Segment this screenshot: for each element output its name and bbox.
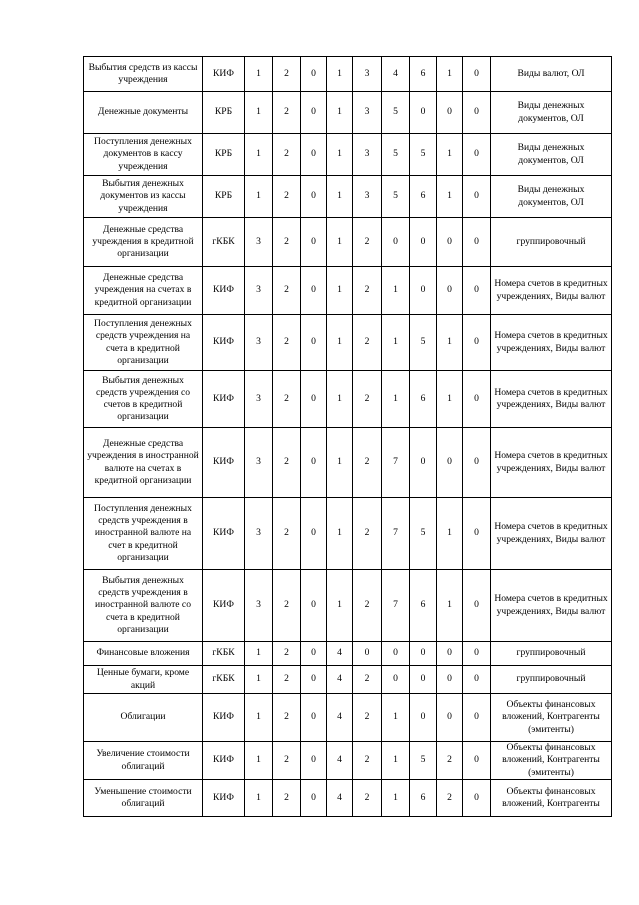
- code-digit-cell: 3: [245, 218, 273, 267]
- code-digit-cell: 3: [353, 134, 382, 176]
- code-digit-cell: 0: [301, 780, 327, 817]
- code-digit-cell: 3: [245, 498, 273, 570]
- table-row: [84, 134, 612, 176]
- code-digit-cell: 2: [273, 428, 301, 498]
- account-name-cell: Денежные средства учреждения в кредитной организации: [84, 218, 203, 267]
- account-kind-cell: гКБК: [203, 642, 245, 666]
- code-digit-cell: 1: [245, 176, 273, 218]
- code-digit-cell: 6: [410, 176, 437, 218]
- code-digit-cell: 0: [382, 642, 410, 666]
- code-digit-cell: 2: [353, 218, 382, 267]
- code-digit-cell: 1: [245, 57, 273, 92]
- analytics-cell: Номера счетов в кредитных учреждениях, Виды валют: [491, 371, 612, 428]
- code-digit-cell: 0: [463, 371, 491, 428]
- code-digit-cell: 2: [273, 218, 301, 267]
- code-digit-cell: 0: [437, 428, 463, 498]
- code-digit-cell: 2: [353, 267, 382, 315]
- table-row: [84, 498, 612, 570]
- code-digit-cell: 1: [327, 498, 353, 570]
- account-name-cell: Выбытия средств из кассы учреждения: [84, 57, 203, 92]
- account-name-cell: Уменьшение стоимости облигаций: [84, 780, 203, 817]
- table-row: [84, 666, 612, 694]
- code-digit-cell: 4: [327, 642, 353, 666]
- code-digit-cell: 0: [301, 218, 327, 267]
- account-name-cell: Денежные средства учреждения в иностранной валюте на счетах в кредитной организации: [84, 428, 203, 498]
- table-body: [84, 57, 612, 817]
- analytics-cell: Номера счетов в кредитных учреждениях, Виды валют: [491, 267, 612, 315]
- code-digit-cell: 0: [463, 694, 491, 742]
- analytics-cell: группировочный: [491, 666, 612, 694]
- account-name-cell: Финансовые вложения: [84, 642, 203, 666]
- code-digit-cell: 2: [273, 498, 301, 570]
- account-name-cell: Поступления денежных средств учреждения в иностранной валюте на счет в кредитной организации: [84, 498, 203, 570]
- code-digit-cell: 1: [327, 570, 353, 642]
- code-digit-cell: 1: [327, 176, 353, 218]
- account-kind-cell: КРБ: [203, 176, 245, 218]
- code-digit-cell: 0: [301, 694, 327, 742]
- code-digit-cell: 3: [245, 315, 273, 371]
- code-digit-cell: 5: [382, 134, 410, 176]
- account-kind-cell: КИФ: [203, 694, 245, 742]
- table-row: [84, 642, 612, 666]
- code-digit-cell: 2: [273, 780, 301, 817]
- code-digit-cell: 1: [245, 780, 273, 817]
- code-digit-cell: 2: [273, 742, 301, 780]
- code-digit-cell: 2: [273, 267, 301, 315]
- code-digit-cell: 0: [301, 642, 327, 666]
- code-digit-cell: 0: [301, 315, 327, 371]
- code-digit-cell: 1: [327, 92, 353, 134]
- account-name-cell: Выбытия денежных документов из кассы учреждения: [84, 176, 203, 218]
- code-digit-cell: 7: [382, 428, 410, 498]
- code-digit-cell: 2: [273, 134, 301, 176]
- code-digit-cell: 0: [463, 267, 491, 315]
- account-name-cell: Денежные средства учреждения на счетах в кредитной организации: [84, 267, 203, 315]
- code-digit-cell: 0: [410, 218, 437, 267]
- accounts-table: [83, 56, 612, 817]
- analytics-cell: Номера счетов в кредитных учреждениях, Виды валют: [491, 315, 612, 371]
- code-digit-cell: 2: [273, 315, 301, 371]
- account-kind-cell: КИФ: [203, 371, 245, 428]
- code-digit-cell: 0: [437, 218, 463, 267]
- code-digit-cell: 1: [437, 176, 463, 218]
- code-digit-cell: 0: [410, 694, 437, 742]
- code-digit-cell: 1: [245, 694, 273, 742]
- code-digit-cell: 3: [245, 267, 273, 315]
- account-kind-cell: КИФ: [203, 428, 245, 498]
- code-digit-cell: 1: [382, 267, 410, 315]
- code-digit-cell: 1: [382, 694, 410, 742]
- code-digit-cell: 0: [410, 642, 437, 666]
- account-kind-cell: КИФ: [203, 498, 245, 570]
- table-row: [84, 57, 612, 92]
- code-digit-cell: 2: [273, 371, 301, 428]
- code-digit-cell: 2: [353, 428, 382, 498]
- code-digit-cell: 1: [382, 742, 410, 780]
- code-digit-cell: 2: [273, 666, 301, 694]
- code-digit-cell: 0: [463, 134, 491, 176]
- code-digit-cell: 1: [437, 57, 463, 92]
- account-kind-cell: КИФ: [203, 315, 245, 371]
- analytics-cell: Виды денежных документов, ОЛ: [491, 92, 612, 134]
- analytics-cell: Объекты финансовых вложений, Контрагенты: [491, 780, 612, 817]
- code-digit-cell: 2: [353, 498, 382, 570]
- account-name-cell: Ценные бумаги, кроме акций: [84, 666, 203, 694]
- code-digit-cell: 0: [463, 742, 491, 780]
- account-kind-cell: КРБ: [203, 92, 245, 134]
- account-kind-cell: КРБ: [203, 134, 245, 176]
- table-row: [84, 371, 612, 428]
- code-digit-cell: 3: [353, 57, 382, 92]
- code-digit-cell: 0: [437, 267, 463, 315]
- code-digit-cell: 0: [301, 428, 327, 498]
- code-digit-cell: 3: [245, 428, 273, 498]
- account-name-cell: Денежные документы: [84, 92, 203, 134]
- table-row: [84, 742, 612, 780]
- account-kind-cell: КИФ: [203, 57, 245, 92]
- account-name-cell: Поступления денежных средств учреждения на счета в кредитной организации: [84, 315, 203, 371]
- code-digit-cell: 2: [273, 57, 301, 92]
- code-digit-cell: 5: [410, 134, 437, 176]
- code-digit-cell: 3: [245, 371, 273, 428]
- code-digit-cell: 2: [273, 642, 301, 666]
- code-digit-cell: 2: [273, 570, 301, 642]
- code-digit-cell: 3: [245, 570, 273, 642]
- code-digit-cell: 3: [353, 92, 382, 134]
- code-digit-cell: 5: [410, 742, 437, 780]
- code-digit-cell: 2: [353, 570, 382, 642]
- code-digit-cell: 0: [301, 570, 327, 642]
- code-digit-cell: 1: [327, 267, 353, 315]
- code-digit-cell: 0: [301, 176, 327, 218]
- code-digit-cell: 6: [410, 57, 437, 92]
- code-digit-cell: 4: [382, 57, 410, 92]
- code-digit-cell: 0: [463, 570, 491, 642]
- analytics-cell: Виды денежных документов, ОЛ: [491, 176, 612, 218]
- code-digit-cell: 4: [327, 742, 353, 780]
- analytics-cell: Номера счетов в кредитных учреждениях, Виды валют: [491, 498, 612, 570]
- code-digit-cell: 2: [273, 694, 301, 742]
- code-digit-cell: 0: [463, 92, 491, 134]
- code-digit-cell: 2: [437, 742, 463, 780]
- code-digit-cell: 0: [410, 428, 437, 498]
- code-digit-cell: 0: [410, 92, 437, 134]
- analytics-cell: Номера счетов в кредитных учреждениях, Виды валют: [491, 428, 612, 498]
- account-name-cell: Поступления денежных документов в кассу учреждения: [84, 134, 203, 176]
- code-digit-cell: 0: [410, 267, 437, 315]
- code-digit-cell: 0: [463, 218, 491, 267]
- account-name-cell: Облигации: [84, 694, 203, 742]
- code-digit-cell: 1: [437, 371, 463, 428]
- code-digit-cell: 6: [410, 780, 437, 817]
- code-digit-cell: 1: [245, 742, 273, 780]
- code-digit-cell: 5: [382, 92, 410, 134]
- code-digit-cell: 2: [353, 315, 382, 371]
- table-row: [84, 92, 612, 134]
- code-digit-cell: 0: [301, 498, 327, 570]
- code-digit-cell: 0: [301, 57, 327, 92]
- code-digit-cell: 6: [410, 371, 437, 428]
- code-digit-cell: 1: [382, 780, 410, 817]
- code-digit-cell: 0: [463, 666, 491, 694]
- account-kind-cell: КИФ: [203, 267, 245, 315]
- code-digit-cell: 4: [327, 666, 353, 694]
- table-row: [84, 218, 612, 267]
- table-row: [84, 570, 612, 642]
- code-digit-cell: 0: [301, 742, 327, 780]
- code-digit-cell: 1: [327, 315, 353, 371]
- table-row: [84, 780, 612, 817]
- code-digit-cell: 2: [273, 176, 301, 218]
- code-digit-cell: 1: [437, 498, 463, 570]
- code-digit-cell: 0: [410, 666, 437, 694]
- analytics-cell: Номера счетов в кредитных учреждениях, Виды валют: [491, 570, 612, 642]
- account-kind-cell: КИФ: [203, 570, 245, 642]
- account-kind-cell: КИФ: [203, 742, 245, 780]
- code-digit-cell: 1: [382, 315, 410, 371]
- account-name-cell: Выбытия денежных средств учреждения в иностранной валюте со счета в кредитной организации: [84, 570, 203, 642]
- account-kind-cell: гКБК: [203, 218, 245, 267]
- code-digit-cell: 0: [437, 666, 463, 694]
- code-digit-cell: 1: [327, 428, 353, 498]
- code-digit-cell: 2: [353, 694, 382, 742]
- code-digit-cell: 0: [301, 666, 327, 694]
- analytics-cell: группировочный: [491, 218, 612, 267]
- code-digit-cell: 5: [382, 176, 410, 218]
- code-digit-cell: 0: [437, 92, 463, 134]
- table-row: [84, 267, 612, 315]
- code-digit-cell: 0: [463, 498, 491, 570]
- code-digit-cell: 1: [437, 315, 463, 371]
- code-digit-cell: 0: [301, 134, 327, 176]
- code-digit-cell: 0: [463, 176, 491, 218]
- account-kind-cell: КИФ: [203, 780, 245, 817]
- table-row: [84, 694, 612, 742]
- code-digit-cell: 2: [437, 780, 463, 817]
- code-digit-cell: 0: [301, 92, 327, 134]
- code-digit-cell: 1: [245, 92, 273, 134]
- code-digit-cell: 1: [382, 371, 410, 428]
- code-digit-cell: 0: [463, 780, 491, 817]
- code-digit-cell: 6: [410, 570, 437, 642]
- code-digit-cell: 0: [382, 666, 410, 694]
- code-digit-cell: 0: [301, 267, 327, 315]
- table-row: [84, 315, 612, 371]
- code-digit-cell: 4: [327, 780, 353, 817]
- code-digit-cell: 0: [463, 642, 491, 666]
- code-digit-cell: 5: [410, 498, 437, 570]
- code-digit-cell: 7: [382, 570, 410, 642]
- table-row: [84, 428, 612, 498]
- code-digit-cell: 1: [327, 134, 353, 176]
- code-digit-cell: 0: [437, 694, 463, 742]
- account-name-cell: Увеличение стоимости облигаций: [84, 742, 203, 780]
- code-digit-cell: 1: [437, 134, 463, 176]
- code-digit-cell: 2: [353, 371, 382, 428]
- code-digit-cell: 0: [463, 315, 491, 371]
- code-digit-cell: 0: [463, 428, 491, 498]
- analytics-cell: Виды денежных документов, ОЛ: [491, 134, 612, 176]
- table-row: [84, 176, 612, 218]
- code-digit-cell: 0: [301, 371, 327, 428]
- code-digit-cell: 7: [382, 498, 410, 570]
- analytics-cell: Объекты финансовых вложений, Контрагенты (эмитенты): [491, 694, 612, 742]
- code-digit-cell: 0: [382, 218, 410, 267]
- account-name-cell: Выбытия денежных средств учреждения со счетов в кредитной организации: [84, 371, 203, 428]
- code-digit-cell: 2: [353, 666, 382, 694]
- code-digit-cell: 2: [353, 780, 382, 817]
- code-digit-cell: 3: [353, 176, 382, 218]
- code-digit-cell: 2: [353, 742, 382, 780]
- code-digit-cell: 1: [245, 666, 273, 694]
- code-digit-cell: 2: [273, 92, 301, 134]
- analytics-cell: Виды валют, ОЛ: [491, 57, 612, 92]
- code-digit-cell: 1: [245, 642, 273, 666]
- code-digit-cell: 0: [353, 642, 382, 666]
- account-kind-cell: гКБК: [203, 666, 245, 694]
- code-digit-cell: 5: [410, 315, 437, 371]
- code-digit-cell: 1: [245, 134, 273, 176]
- code-digit-cell: 1: [327, 371, 353, 428]
- code-digit-cell: 4: [327, 694, 353, 742]
- code-digit-cell: 1: [327, 218, 353, 267]
- code-digit-cell: 0: [437, 642, 463, 666]
- code-digit-cell: 1: [327, 57, 353, 92]
- code-digit-cell: 0: [463, 57, 491, 92]
- analytics-cell: Объекты финансовых вложений, Контрагенты (эмитенты): [491, 742, 612, 780]
- code-digit-cell: 1: [437, 570, 463, 642]
- analytics-cell: группировочный: [491, 642, 612, 666]
